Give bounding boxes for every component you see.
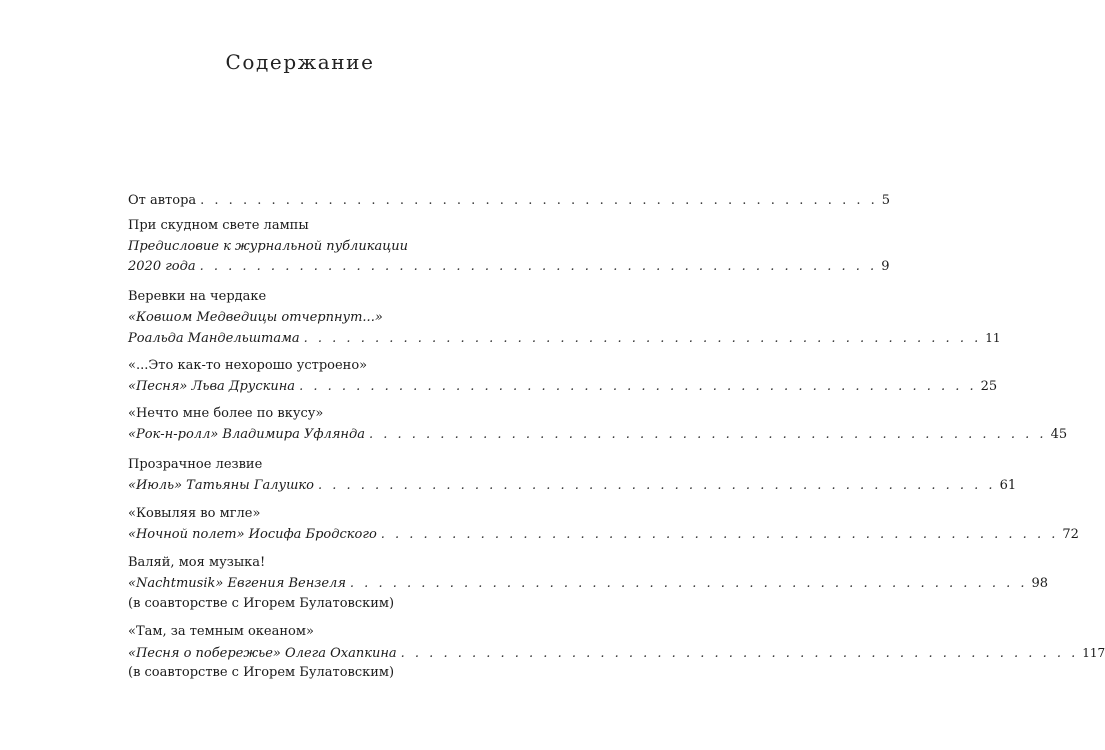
page-number: 9 — [881, 259, 890, 274]
toc-entry-title: «...Это как-то нехорошо устроено» — [128, 358, 368, 373]
dot-leader: . . . . . . . . . . . . . . . . . . . . . . . . . . . . . . . . . . . . . . . . . . . . . . . . — [368, 426, 1047, 442]
toc-entry-text: «Nachtmusik» Евгения Вензеля — [128, 575, 346, 591]
dot-leader: . . . . . . . . . . . . . . . . . . . . . . . . . . . . . . . . . . . . . . . . . . . . . . . . — [299, 378, 977, 394]
toc-entry-title: При скудном свете лампы — [128, 218, 309, 233]
toc-entry-subtitle — [128, 525, 1079, 546]
toc-entry-subtitle: «Ковшом Медведицы отчерпнут...» — [128, 309, 383, 325]
toc-entry-subtitle — [128, 643, 1105, 664]
toc-entry-title: «Там, за темным океаном» — [128, 624, 314, 639]
toc-entry-title: «Ковыляя во мгле» — [128, 506, 261, 521]
toc-entry-subtitle — [128, 328, 1001, 349]
page-number: 5 — [881, 193, 891, 208]
toc-entry[interactable] — [128, 455, 1017, 496]
toc-entry-subtitle — [128, 257, 890, 278]
toc-entry-text: Роальда Мандельштама — [128, 331, 300, 346]
toc-entry-text: «Июль» Татьяны Галушко — [128, 477, 314, 493]
toc-entry-title: Прозрачное лезвие — [128, 457, 263, 472]
toc-entry-title: Валяй, моя музыка! — [128, 555, 266, 570]
toc-entry-title: (в соавторстве с Игорем Булатовским) — [128, 596, 395, 611]
toc-entry[interactable] — [128, 356, 998, 397]
toc-entry[interactable] — [128, 553, 1049, 615]
toc-entry-text: От автора — [128, 193, 197, 208]
toc-entry-text: «Ночной полет» Иосифа Бродского — [128, 526, 377, 542]
page-number: 98 — [1031, 575, 1049, 591]
toc-entry[interactable] — [128, 504, 1079, 545]
toc-entry-title: Веревки на чердаке — [128, 289, 267, 304]
toc-entry[interactable] — [128, 191, 891, 212]
toc-entry-text: «Рок-н-ролл» Владимира Уфлянда — [128, 426, 365, 442]
toc-entry-text: «Песня о побережье» Олега Охапкина — [128, 645, 397, 661]
dot-leader: . . . . . . . . . . . . . . . . . . . . . . . . . . . . . . . . . . . . . . . . . . . . . . . . — [199, 259, 878, 274]
toc-entry-subtitle — [128, 574, 1049, 595]
dot-leader: . . . . . . . . . . . . . . . . . . . . . . . . . . . . . . . . . . . . . . . . . . . . . . . . — [303, 331, 982, 346]
dot-leader: . . . . . . . . . . . . . . . . . . . . . . . . . . . . . . . . . . . . . . . . . . . . . . . . — [349, 575, 1028, 591]
toc-entry[interactable] — [128, 622, 1105, 684]
toc-entry-subtitle — [128, 476, 1017, 497]
dot-leader: . . . . . . . . . . . . . . . . . . . . . . . . . . . . . . . . . . . . . . . . . . . . . . . . — [317, 477, 996, 493]
toc-entry-title: «Нечто мне более по вкусу» — [128, 406, 324, 421]
toc-entry-text: «Песня» Льва Друскина — [128, 378, 296, 394]
toc-entry-title: (в соавторстве с Игорем Булатовским) — [128, 665, 395, 680]
toc-entry[interactable] — [128, 216, 890, 278]
contents-heading: Содержание — [225, 50, 375, 74]
page-number: 61 — [999, 477, 1017, 493]
toc-entry[interactable] — [128, 404, 1068, 445]
toc-entry[interactable] — [128, 287, 1001, 349]
toc-entry-subtitle — [128, 377, 998, 398]
page-number: 11 — [985, 331, 1001, 345]
page-number: 117 — [1082, 645, 1105, 660]
dot-leader: . . . . . . . . . . . . . . . . . . . . . . . . . . . . . . . . . . . . . . . . . . . . . . . . — [200, 193, 878, 208]
page-number: 45 — [1050, 426, 1068, 442]
dot-leader: . . . . . . . . . . . . . . . . . . . . . . . . . . . . . . . . . . . . . . . . . . . . . . . . — [400, 645, 1079, 661]
page-number: 25 — [980, 378, 998, 394]
toc-entry-subtitle — [128, 425, 1068, 446]
toc-entry-title — [128, 191, 891, 212]
page-number: 72 — [1062, 526, 1079, 542]
toc-entry-text: 2020 года — [128, 259, 196, 274]
toc-entry-subtitle: Предисловие к журнальной публикации — [128, 238, 409, 254]
dot-leader: . . . . . . . . . . . . . . . . . . . . . . . . . . . . . . . . . . . . . . . . . . . . . . . . — [380, 526, 1059, 542]
